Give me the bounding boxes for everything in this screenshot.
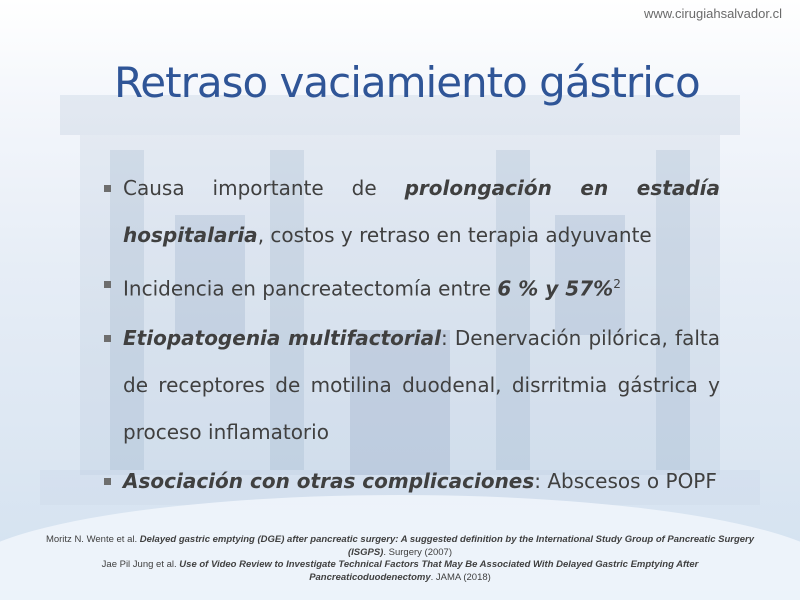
reference-2 xyxy=(40,559,760,584)
bullet-text: : Abscesos o POPF xyxy=(534,468,717,493)
bullet-item xyxy=(104,315,720,456)
citation-superscript: 2 xyxy=(613,277,621,291)
reference-title: Delayed gastric emptying (DGE) after pancreatic surgery: A suggested definition by the International Study Group of Pancreatic Surgery (ISGPS) xyxy=(139,534,755,558)
bullet-item xyxy=(104,458,720,505)
bullet-text: , costos y retraso en terapia adyuvante xyxy=(257,223,652,247)
reference-1 xyxy=(40,534,760,559)
bullet-emphasis: 6 % y 57% xyxy=(497,276,614,301)
square-bullet-icon xyxy=(104,281,111,288)
bullet-emphasis: Etiopatogenia multifactorial xyxy=(123,325,441,350)
bullet-text: Incidencia en pancreatectomía entre xyxy=(123,276,498,301)
square-bullet-icon xyxy=(104,185,111,192)
bullet-item xyxy=(104,261,720,313)
reference-title: Use of Video Review to Investigate Technical Factors That May Be Associated With Delayed Gastric Emptying After Pancreaticoduodenectomy xyxy=(179,559,699,583)
bullet-item xyxy=(104,165,720,259)
bullet-emphasis: prolongación en estadía hospitalaria xyxy=(123,176,720,247)
website-url: www.cirugiahsalvador.cl xyxy=(643,6,782,21)
reference-authors: Moritz N. Wente et al. xyxy=(45,534,140,545)
bullet-emphasis: Asociación con otras complicaciones xyxy=(123,468,535,493)
square-bullet-icon xyxy=(104,478,111,485)
references xyxy=(40,534,760,584)
bullet-text: : Denervación pilórica, falta de receptores de motilina duodenal, disrritmia gástrica y proceso inflamatorio xyxy=(123,325,720,444)
reference-source: . Surgery (2007) xyxy=(383,546,453,558)
bullet-list xyxy=(104,165,720,507)
reference-source: . JAMA (2018) xyxy=(430,571,491,583)
reference-authors: Jae Pil Jung et al. xyxy=(101,559,180,570)
slide-title: Retraso vaciamiento gástrico xyxy=(114,58,700,107)
square-bullet-icon xyxy=(104,335,111,342)
bullet-text: Causa importante de xyxy=(123,176,405,200)
